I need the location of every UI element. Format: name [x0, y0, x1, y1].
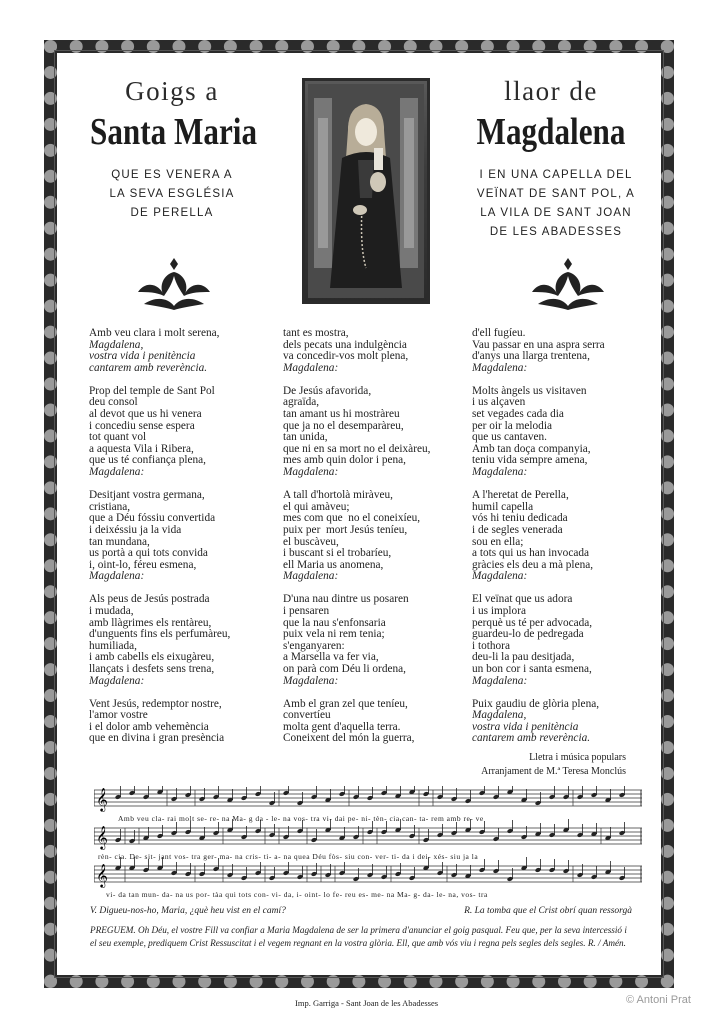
- verse-line: tan amant us hi mostràreu: [283, 409, 400, 421]
- verse-line: tot quant vol: [89, 432, 147, 444]
- verse-line: i de segles venerada: [472, 524, 563, 536]
- verse-line: agraïda,: [283, 397, 320, 409]
- verse-line: el buscàveu,: [283, 536, 339, 548]
- right-title-line1: llaor de: [504, 76, 598, 106]
- verse-line: Amb veu clara i molt serena,: [89, 328, 220, 339]
- printer-imprint: Imp. Garriga - Sant Joan de les Abadesses: [295, 998, 439, 1008]
- verse-line: i concediu sense espera: [89, 420, 195, 432]
- credit-line-2: Arranjament de M.ª Teresa Monclús: [481, 766, 626, 777]
- verse-line: i amb cabells els eixugàreu,: [89, 652, 215, 664]
- score-lyrics-line-1: Amb veu cla- rai molt se- re- na Ma- g da - le- na vos- tra vi- dai pe- ni- tèn- cia can- ta- rem amb re- ve: [118, 814, 484, 823]
- left-title-line2: Santa Maria: [90, 111, 258, 153]
- verse-line: Vau passar en una aspra serra: [472, 339, 605, 351]
- stanza: [283, 699, 473, 745]
- verse-line: d'anys una llarga trentena,: [472, 351, 590, 363]
- stanza: [472, 386, 662, 479]
- verse-line: el qui amàveu;: [283, 501, 350, 513]
- verse-line: que us cantaven.: [472, 432, 547, 444]
- verse-line: Amb tan doça companyia,: [472, 443, 591, 455]
- stanza: [89, 490, 279, 583]
- verse-line: Magdalena:: [472, 362, 528, 374]
- stanza: [283, 328, 473, 374]
- stanza: [472, 490, 662, 583]
- goigs-sheet: [62, 58, 656, 970]
- verse-line: que ni en sa mort no el deixàreu,: [283, 443, 431, 455]
- verse-line: vostra vida i penitència: [89, 351, 196, 363]
- verse-line: Magdalena:: [472, 675, 528, 687]
- verse-line: que us té confiança plena,: [89, 455, 206, 467]
- verse-line: al devot que us hi venera: [89, 409, 202, 421]
- verse-line: amb llàgrimes els rentàreu,: [89, 617, 212, 629]
- verse-line: d'unguents fins els perfumàreu,: [89, 629, 231, 641]
- verse-line: deu consol: [89, 397, 138, 409]
- stanza: [472, 594, 662, 687]
- stanza: [472, 328, 662, 374]
- verse-line: llançats i desfets sens trena,: [89, 663, 215, 675]
- verse-line: on parà com Déu li ordena,: [283, 663, 406, 675]
- left_sub-line: QUE ES VENERA A: [111, 169, 233, 181]
- verse-line: mes com que no el coneixíeu,: [283, 513, 421, 525]
- verse-line: deu-li la pau desitjada,: [472, 652, 575, 664]
- left-subtitle: [82, 166, 262, 223]
- verse-line: i el dolor amb vehemència: [89, 721, 209, 733]
- verse-line: Magdalena:: [283, 571, 339, 583]
- treble-clef-icon: 𝄞: [96, 787, 108, 811]
- stanza: [89, 699, 279, 745]
- verse-line: i pensaren: [283, 605, 330, 617]
- verse-line: i us alçaven: [472, 397, 526, 409]
- verse-line: sou en ella;: [472, 536, 524, 548]
- right_sub-line: LA VILA DE SANT JOAN: [480, 207, 632, 219]
- music-credits: [392, 751, 626, 779]
- copyright-watermark: © Antoni Prat: [626, 994, 691, 1006]
- verse-line: i tothora: [472, 640, 510, 652]
- credit-line-1: Lletra i música populars: [529, 752, 626, 763]
- left_sub-line: LA SEVA ESGLÉSIA: [109, 188, 235, 200]
- verse-line: l'amor vostre: [89, 710, 148, 722]
- verse-line: gràcies els deu a mà plena,: [472, 559, 594, 571]
- stanza: [89, 594, 279, 687]
- verse-line: a aquesta Vila i Ribera,: [89, 443, 194, 455]
- verse-line: Magdalena:: [89, 675, 145, 687]
- right_sub-line: VEÏNAT DE SANT POL, A: [476, 188, 636, 200]
- right-subtitle: [466, 166, 646, 242]
- verse-line: puix per mort Jesús teníeu,: [283, 524, 408, 536]
- verse-line: Magdalena,: [472, 710, 527, 722]
- staff-notation: [94, 786, 642, 902]
- verse-line: i us implora: [472, 605, 526, 617]
- verse-line: humiliada,: [89, 640, 138, 652]
- verse-column-3: [472, 328, 662, 757]
- stanza: [89, 328, 279, 374]
- verse-line: us portà a qui tots convida: [89, 548, 208, 560]
- verse-line: teniu vida sempre amena,: [472, 455, 588, 467]
- verse-line: que en divina i gran presència: [89, 733, 225, 745]
- verse-line: De Jesús afavorida,: [283, 385, 372, 397]
- verse-line: Coneixent del món la guerra,: [283, 733, 415, 745]
- verse-line: que la nau s'enfonsaria: [283, 617, 386, 629]
- verse-column-1: [89, 328, 279, 757]
- verse-line: Magdalena:: [472, 467, 528, 479]
- verse-line: dels pecats una indulgència: [283, 339, 407, 351]
- verse-line: Magdalena:: [472, 571, 528, 583]
- treble-clef-icon: 𝄞: [96, 825, 108, 849]
- verse-line: perquè us té per advocada,: [472, 617, 593, 629]
- verse-line: Molts àngels us visitaven: [472, 385, 587, 397]
- verse-line: i buscant si el trobaríeu,: [283, 548, 392, 560]
- verse-line: puix vela ni rem tenia;: [283, 629, 385, 641]
- verse-line: va concedir-vos molt plena,: [283, 351, 409, 363]
- verse-line: cantarem amb reverència.: [472, 733, 591, 745]
- versicle-v: V. Digueu-nos-ho, Maria, ¿què heu vist en el camí?: [90, 906, 286, 916]
- verse-line: Magdalena:: [283, 467, 339, 479]
- verse-line: que a Déu fóssiu convertida: [89, 513, 216, 525]
- stanza: [283, 594, 473, 687]
- verse-line: molta gent d'aquella terra.: [283, 721, 401, 733]
- verse-line: Puix gaudiu de glòria plena,: [472, 698, 600, 710]
- stanza: [89, 386, 279, 479]
- verse-line: tan unida,: [283, 432, 328, 444]
- verse-line: un bon cor i santa esmena,: [472, 663, 592, 675]
- verse-line: tant es mostra,: [283, 328, 349, 339]
- verse-line: vós hi teniu dedicada: [472, 513, 568, 525]
- right_sub-line: DE LES ABADESSES: [489, 226, 623, 238]
- verse-line: Magdalena:: [283, 675, 339, 687]
- right_sub-line: I EN UNA CAPELLA DEL: [479, 169, 633, 181]
- left-title-line1: Goigs a: [125, 76, 219, 106]
- prayer-text: PREGUEM. Oh Déu, el vostre Fill va confiar a Maria Magdalena de ser la primera d'anunciar el goig pasqual. Feu que, per la seva intercessió i el seu exemple, prediquem Crist Ressuscitat i el vegem regnant en la vostra glòria. Ell, que amb vós viu i regna pels segles dels segles. R. / Amén.: [90, 925, 627, 948]
- verse-line: a tots qui us han invocada: [472, 548, 590, 560]
- right-title-line2: Magdalena: [476, 111, 626, 153]
- score-lyrics-line-3: vi- da tan mun- da- na us por- tàa qui tots con- vi- da, i- oint- lo fe- reu es- me- na Ma- g- da- le- na, vos- tra: [106, 890, 488, 899]
- verse-line: A tall d'hortolà miràveu,: [283, 490, 393, 502]
- verse-line: Magdalena,: [89, 339, 144, 351]
- verse-line: Amb el gran zel que teníeu,: [283, 698, 408, 710]
- left-floral-ornament-icon: [134, 254, 214, 312]
- verse-column-2: [283, 328, 473, 757]
- verse-line: i, oint-lo, féreu esmena,: [89, 559, 197, 571]
- verse-line: Magdalena:: [89, 467, 145, 479]
- verse-line: A l'heretat de Perella,: [472, 490, 569, 502]
- verse-line: El veïnat que us adora: [472, 594, 573, 606]
- verse-line: i deixéssiu ja la vida: [89, 524, 182, 536]
- verse-line: a Marsella va fer via,: [283, 652, 379, 664]
- verse-line: per oir la melodia: [472, 420, 552, 432]
- verse-line: d'ell fugíeu.: [472, 328, 526, 339]
- music-score: [94, 786, 642, 906]
- left_sub-line: DE PERELLA: [130, 207, 214, 219]
- stanza: [283, 490, 473, 583]
- verse-line: que ja no el desemparàreu,: [283, 420, 404, 432]
- verse-line: cantarem amb reverència.: [89, 362, 208, 374]
- score-lyrics-line-2: rèn- cia. De- sit- jant vos- tra ger- ma- na cris- ti- a- na quea Déu fòs- siu con- ver- ti- da i dei- xés- siu ja la: [98, 852, 479, 861]
- saint-portrait-image: [302, 78, 430, 304]
- verse-line: cristiana,: [89, 501, 131, 513]
- verse-line: guardeu-lo de pedregada: [472, 629, 584, 641]
- versicle-r: R. La tomba que el Crist obrí quan ressorgà: [464, 906, 632, 916]
- verse-line: s'enganyaren:: [283, 640, 345, 652]
- stanza: [472, 699, 662, 745]
- verse-line: D'una nau dintre us posaren: [283, 594, 409, 606]
- verse-line: Magdalena:: [283, 362, 339, 374]
- verse-line: vostra vida i penitència: [472, 721, 579, 733]
- verse-line: Desitjant vostra germana,: [89, 490, 205, 502]
- stanza: [283, 386, 473, 479]
- verse-line: Prop del temple de Sant Pol: [89, 385, 215, 397]
- right-floral-ornament-icon: [528, 254, 608, 312]
- verse-line: Als peus de Jesús postrada: [89, 594, 210, 606]
- treble-clef-icon: 𝄞: [96, 863, 108, 887]
- verse-line: Vent Jesús, redemptor nostre,: [89, 698, 222, 710]
- verse-line: Magdalena:: [89, 571, 145, 583]
- verse-line: tan mundana,: [89, 536, 150, 548]
- verse-line: i mudada,: [89, 605, 134, 617]
- verse-line: ell Maria us anomena,: [283, 559, 384, 571]
- verse-line: set vegades cada dia: [472, 409, 564, 421]
- verse-line: mes amb quin dolor i pena,: [283, 455, 406, 467]
- verse-line: convertíeu: [283, 710, 331, 722]
- verse-line: humil capella: [472, 501, 534, 513]
